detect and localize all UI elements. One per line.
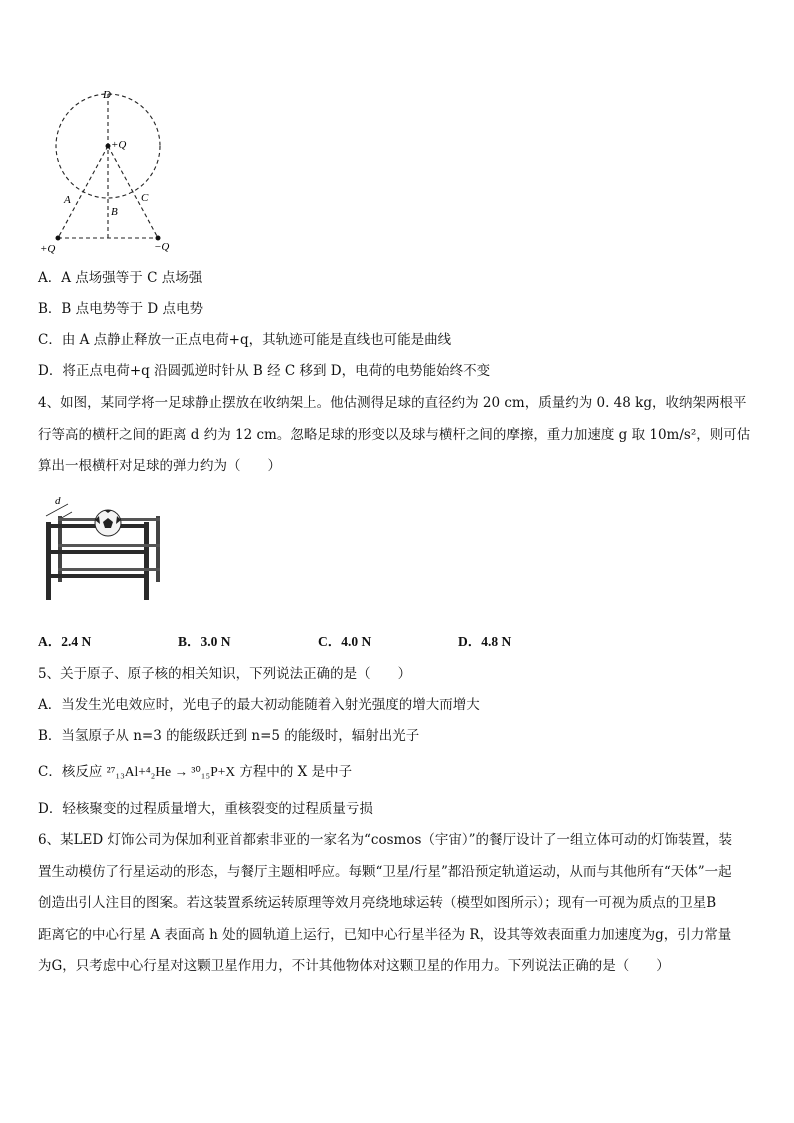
q4-option-c: C．4.0 N [318, 634, 372, 649]
shelf-post-back-right [156, 516, 160, 582]
q4-option-d: D．4.8 N [458, 634, 512, 649]
label-minusQ-right: −Q [154, 241, 170, 253]
shelf-post-front-left [46, 522, 51, 600]
q5-option-d: D．轻核聚变的过程质量增大，重核裂变的过程质量亏损 [38, 801, 373, 817]
shelf-low-rail-back [58, 568, 160, 571]
shelf-mid-rail-back [58, 544, 160, 547]
q5-option-b: B．当氢原子从 n=3 的能级跃迁到 n=5 的能级时，辐射出光子 [38, 728, 420, 744]
q4-stem-line3: 算出一根横杆对足球的弹力约为（ ） [38, 458, 281, 474]
shelf-low-rail-front [46, 574, 149, 578]
label-d: d [55, 495, 61, 507]
label-C: C [141, 192, 149, 204]
q6-stem-line3: 创造出引人注目的图案。若这装置系统运转原理等效月亮绕地球运转（模型如图所示）；现有一可视为质点的卫星B [38, 895, 717, 911]
q4-option-a: A．2.4 N [38, 634, 92, 649]
right-dashed-line [108, 146, 158, 238]
q6-stem-line5: 为G，只考虑中心行星对这颗卫星作用力，不计其他物体对这颗卫星的作用力。下列说法正确的是（ ） [38, 958, 670, 974]
q5-stem: 5、关于原子、原子核的相关知识，下列说法正确的是（ ） [38, 666, 412, 682]
q4-stem-line2: 行等高的横杆之间的距离 d 约为 12 cm。忽略足球的形变以及球与横杆之间的摩擦，重力加速度 g 取 10m/s²，则可估 [38, 427, 751, 443]
q5-option-c-prefix: C．核反应 [38, 764, 103, 780]
label-plusQ-center: +Q [111, 139, 127, 151]
left-dashed-line [58, 146, 108, 238]
q4-stem-line1: 4、如图，某同学将一足球静止摆放在收纳架上。他估测得足球的直径约为 20 cm，质量约为 0. 48 kg，收纳架两根平 [38, 395, 747, 411]
q3-option-c: C．由 A 点静止释放一正点电荷+q，其轨迹可能是直线也可能是曲线 [38, 332, 452, 348]
q3-option-b: B．B 点电势等于 D 点电势 [38, 301, 204, 317]
q4-options-row [38, 632, 598, 652]
q4-option-b: B．3.0 N [178, 634, 231, 649]
shelf-post-front-right [144, 522, 149, 600]
q6-stem-line4: 距离它的中心行星 A 表面高 h 处的圆轨道上运行，已知中心行星半径为 R，设其等效表面重力加速度为g，引力常量 [38, 927, 732, 943]
q5-option-a: A．当发生光电效应时，光电子的最大初动能随着入射光强度的增大而增大 [38, 697, 480, 713]
left-charge-dot [56, 236, 61, 241]
q5-option-c-suffix: 方程中的 X 是中子 [239, 764, 353, 780]
q5-option-c [38, 762, 352, 782]
label-plusQ-left: +Q [40, 243, 56, 255]
shelf-mid-rail-front [46, 550, 149, 554]
charge-circle-diagram [36, 88, 236, 258]
label-D: D [103, 89, 111, 101]
label-A: A [64, 194, 71, 206]
shelf-ball-diagram [38, 494, 168, 604]
q6-stem-line1: 6、某LED 灯饰公司为保加利亚首都索非亚的一家名为“cosmos（宇宙）”的餐厅设计了一组立体可动的灯饰装置，装 [38, 832, 733, 848]
right-charge-dot [156, 236, 161, 241]
q5-nuclear-equation: ²⁷₁₃Al+⁴₂He → ³⁰₁₅P+X [106, 764, 236, 779]
q3-option-a: A．A 点场强等于 C 点场强 [38, 270, 203, 286]
q3-option-d: D．将正点电荷+q 沿圆弧逆时针从 B 经 C 移到 D，电荷的电势能始终不变 [38, 363, 491, 379]
label-B: B [111, 206, 118, 218]
q6-stem-line2: 置生动模仿了行星运动的形态，与餐厅主题相呼应。每颗“卫星/行星”都沿预定轨道运动，从而与其他所有“天体”一起 [38, 864, 732, 880]
center-charge-dot [106, 144, 111, 149]
